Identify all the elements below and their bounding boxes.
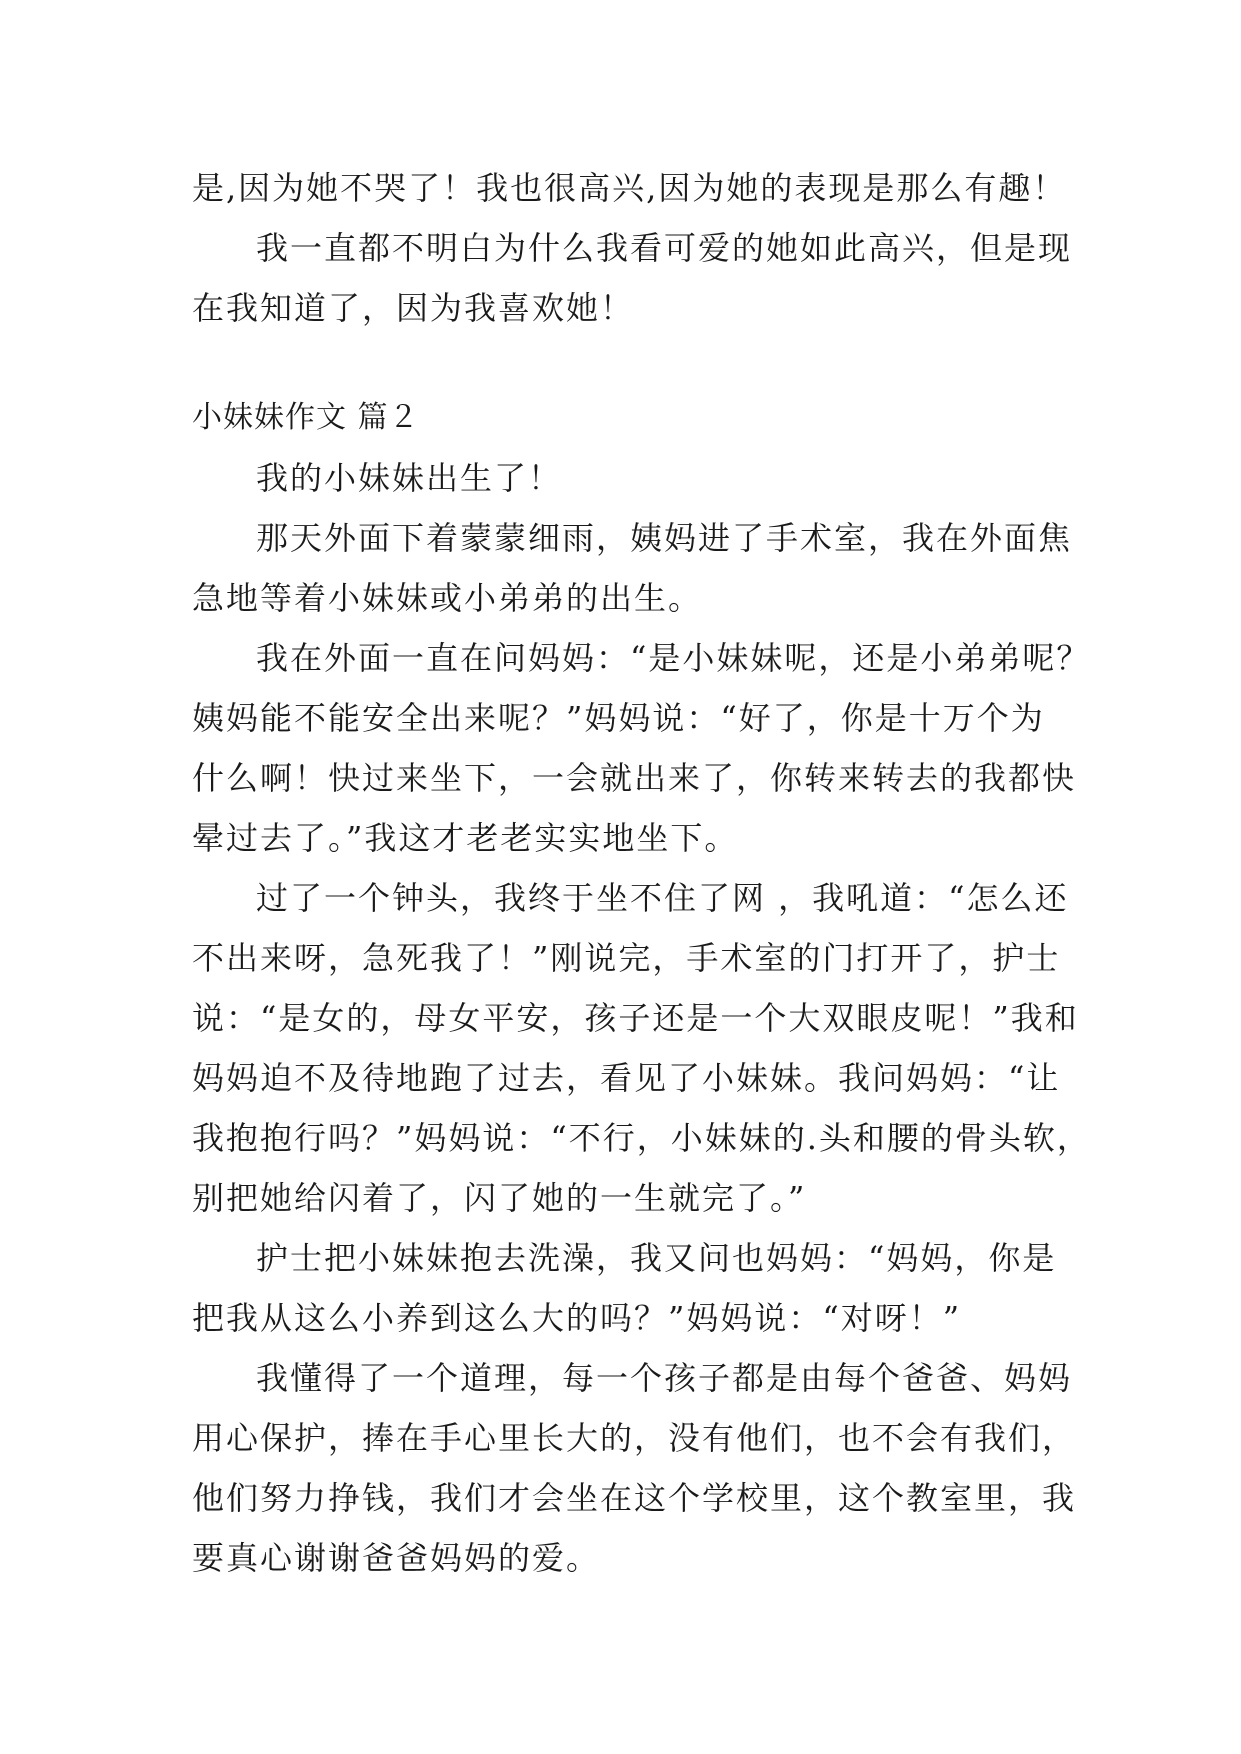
paragraph-line: 妈妈迫不及待地跑了过去，看见了小妹妹。我问妈妈：“让 bbox=[192, 1059, 1061, 1097]
paragraph-line: 晕过去了。”我这才老老实实地坐下。 bbox=[192, 819, 739, 857]
paragraph-line: 不出来呀，急死我了！”刚说完，手术室的门打开了，护士 bbox=[192, 939, 1061, 977]
paragraph-line: 我的小妹妹出生了！ bbox=[256, 459, 563, 497]
paragraph-line: 什么啊！快过来坐下，一会就出来了，你转来转去的我都快 bbox=[192, 759, 1077, 797]
paragraph-line: 那天外面下着蒙蒙细雨，姨妈进了手术室，我在外面焦 bbox=[256, 519, 1073, 557]
paragraph-line: 把我从这么小养到这么大的吗？”妈妈说：“对呀！” bbox=[192, 1299, 962, 1337]
paragraph-line: 我懂得了一个道理，每一个孩子都是由每个爸爸、妈妈 bbox=[256, 1359, 1073, 1397]
paragraph-line: 在我知道了，因为我喜欢她！ bbox=[192, 289, 635, 327]
paragraph-line: 我抱抱行吗？”妈妈说：“不行，小妹妹的.头和腰的骨头软， bbox=[192, 1119, 1091, 1157]
paragraph-line: 我在外面一直在问妈妈：“是小妹妹呢，还是小弟弟呢？ bbox=[256, 639, 1091, 677]
paragraph-line: 过了一个钟头，我终于坐不住了网 ，我吼道：“怎么还 bbox=[256, 879, 1069, 917]
paragraph-line: 护士把小妹妹抱去洗澡，我又问也妈妈：“妈妈，你是 bbox=[256, 1239, 1057, 1277]
paragraph-line: 说：“是女的，母女平安，孩子还是一个大双眼皮呢！”我和 bbox=[192, 999, 1079, 1037]
paragraph-line: 用心保护，捧在手心里长大的，没有他们，也不会有我们， bbox=[192, 1419, 1077, 1457]
paragraph-line: 姨妈能不能安全出来呢？”妈妈说：“好了，你是十万个为 bbox=[192, 699, 1045, 737]
section-heading: 小妹妹作文 篇２ bbox=[192, 400, 420, 435]
paragraph-line: 急地等着小妹妹或小弟弟的出生。 bbox=[192, 579, 703, 617]
paragraph-line: 是,因为她不哭了！我也很高兴,因为她的表现是那么有趣！ bbox=[192, 169, 1067, 207]
paragraph-line: 要真心谢谢爸爸妈妈的爱。 bbox=[192, 1539, 601, 1577]
paragraph-line: 我一直都不明白为什么我看可爱的她如此高兴，但是现 bbox=[256, 229, 1073, 267]
paragraph-line: 别把她给闪着了，闪了她的一生就完了。” bbox=[192, 1179, 807, 1217]
paragraph-line: 他们努力挣钱，我们才会坐在这个学校里，这个教室里，我 bbox=[192, 1479, 1077, 1517]
